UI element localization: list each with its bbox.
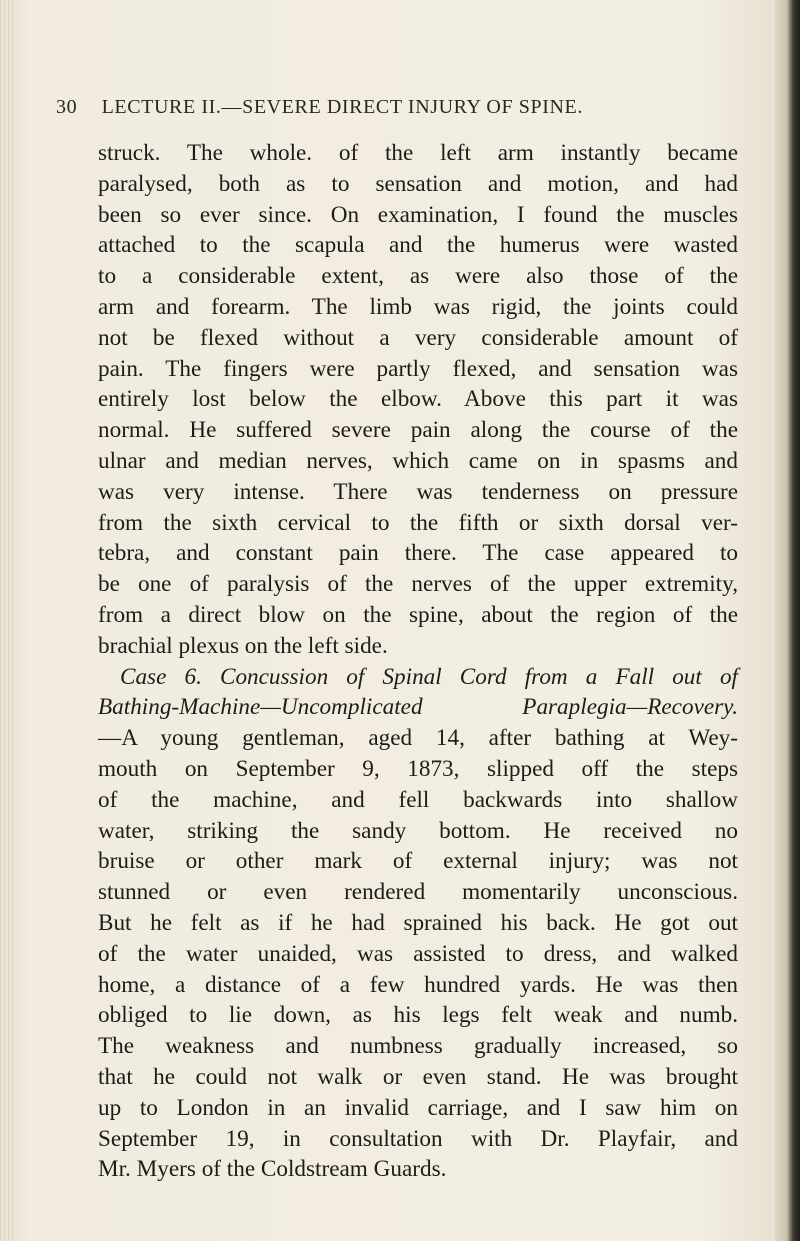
text-line: September 19, in consultation with Dr. Playfair, and xyxy=(98,1125,738,1152)
page-number: 30 xyxy=(56,96,78,118)
text-line: But he felt as if he had sprained his back. He got out xyxy=(98,909,738,936)
text-line: obliged to lie down, as his legs felt weak and numb. xyxy=(98,1002,738,1029)
running-title: LECTURE II.—SEVERE DIRECT INJURY OF SPINE. xyxy=(101,96,583,118)
text-line: attached to the scapula and the humerus were wasted xyxy=(98,232,738,259)
text-line: was very intense. There was tenderness on pressure xyxy=(98,478,738,505)
text-line: bruise or other mark of external injury; was not xyxy=(98,848,738,875)
text-line: pain. The fingers were partly flexed, and sensation was xyxy=(98,355,738,382)
running-header xyxy=(56,96,716,119)
text-line: that he could not walk or even stand. He was brought xyxy=(98,1063,738,1090)
text-line: of the water unaided, was assisted to dress, and walked xyxy=(98,940,738,967)
text-line: not be flexed without a very considerable amount of xyxy=(98,324,738,351)
text-line: stunned or even rendered momentarily unconscious. xyxy=(98,879,738,906)
text-line: been so ever since. On examination, I found the muscles xyxy=(98,201,738,228)
text-line: The weakness and numbness gradually increased, so xyxy=(98,1033,738,1060)
text-line: home, a distance of a few hundred yards. He was then xyxy=(98,971,738,998)
text-line: paralysed, both as to sensation and motion, and had xyxy=(98,170,738,197)
text-line: entirely lost below the elbow. Above this part it was xyxy=(98,386,738,413)
text-line: Mr. Myers of the Coldstream Guards. xyxy=(98,1156,447,1183)
text-line: tebra, and constant pain there. The case appeared to xyxy=(98,540,738,567)
text-line: from a direct blow on the spine, about the region of the xyxy=(98,601,738,628)
text-line: normal. He suffered severe pain along the course of the xyxy=(98,417,738,444)
text-line: mouth on September 9, 1873, slipped off the steps xyxy=(98,755,738,782)
text-line: from the sixth cervical to the fifth or sixth dorsal ver- xyxy=(98,509,738,536)
case-heading: Case 6. Concussion of Spinal Cord from a Fall out of xyxy=(120,663,738,690)
text-line: arm and forearm. The limb was rigid, the joints could xyxy=(98,293,738,320)
page-gutter xyxy=(0,0,14,1241)
body-text xyxy=(98,138,738,1185)
text-line: ulnar and median nerves, which came on in spasms and xyxy=(98,447,738,474)
text-line: brachial plexus on the left side. xyxy=(98,632,388,659)
text-line: of the machine, and fell backwards into shallow xyxy=(98,786,738,813)
text-line: to a considerable extent, as were also those of the xyxy=(98,263,738,290)
case-heading: Bathing-Machine—Uncomplicated Paraplegia—Recovery. xyxy=(98,694,738,721)
book-edge xyxy=(778,0,800,1241)
text-line: up to London in an invalid carriage, and I saw him on xyxy=(98,1094,738,1121)
text-line: —A young gentleman, aged 14, after bathing at Wey- xyxy=(98,725,738,752)
text-line: struck. The whole. of the left arm instantly became xyxy=(98,140,738,166)
text-line: water, striking the sandy bottom. He received no xyxy=(98,817,738,844)
text-line: be one of paralysis of the nerves of the upper extremity, xyxy=(98,571,738,598)
